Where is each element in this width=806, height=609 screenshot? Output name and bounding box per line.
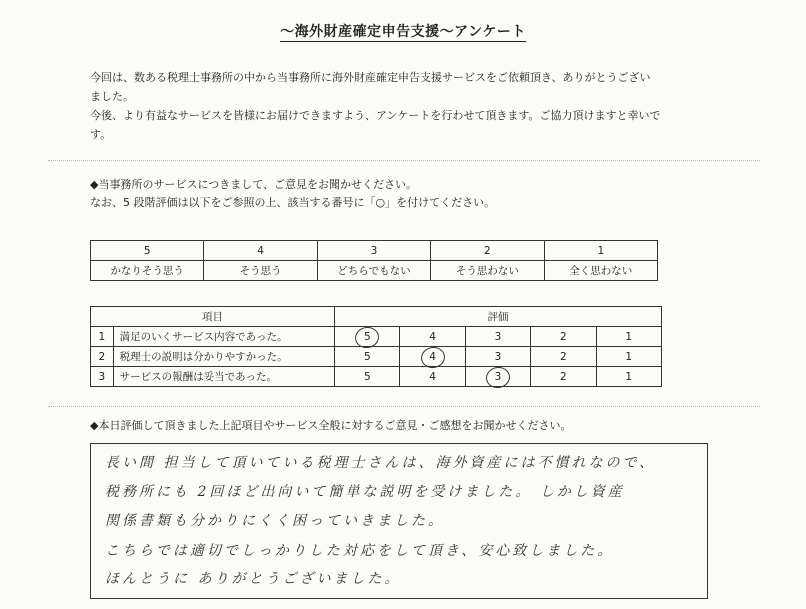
intro-line: す。: [90, 128, 112, 141]
score-cell[interactable]: 3: [465, 327, 530, 347]
row-number: 2: [91, 347, 114, 367]
scale-number: 5: [91, 241, 204, 261]
scale-number: 4: [204, 241, 317, 261]
divider: [48, 160, 760, 161]
scale-labels-row: [91, 261, 658, 281]
eval-header-item: 項目: [91, 307, 335, 327]
comment-box[interactable]: [90, 443, 708, 599]
scale-number: 1: [544, 241, 657, 261]
section1-heading: ◆当事務所のサービスにつきまして、ご意見をお聞かせください。 なお、5 段階評価は以下をご参照の上、該当する番号に「○」を付けてください。: [90, 178, 496, 209]
score-cell[interactable]: 5: [335, 367, 400, 387]
score-cell[interactable]: 4: [400, 367, 465, 387]
scale-number: 3: [317, 241, 430, 261]
intro-text: [90, 68, 740, 144]
score-cell[interactable]: 2: [531, 327, 596, 347]
table-row: [91, 327, 662, 347]
score-cell[interactable]: 5: [335, 347, 400, 367]
score-cell[interactable]: 1: [596, 367, 661, 387]
scale-number: 2: [431, 241, 544, 261]
eval-header-rating: 評価: [335, 307, 662, 327]
row-number: 1: [91, 327, 114, 347]
row-item: 満足のいくサービス内容であった。: [113, 327, 335, 347]
score-cell[interactable]: 1: [596, 347, 661, 367]
scale-label: そう思う: [204, 261, 317, 281]
survey-title: 〜海外財産確定申告支援〜アンケート: [280, 24, 526, 40]
evaluation-table: [90, 306, 662, 387]
divider: [48, 406, 760, 407]
rating-scale-table: [90, 240, 658, 281]
row-number: 3: [91, 367, 114, 387]
intro-line: 今後、より有益なサービスを皆様にお届けできますよう、アンケートを行わせて頂きます。ご協力頂けますと幸いで: [90, 109, 661, 122]
scale-label: そう思わない: [431, 261, 544, 281]
score-cell[interactable]: 5: [335, 327, 400, 347]
row-item: 税理士の説明は分かりやすかった。: [113, 347, 335, 367]
comment-line: 税務所にも 2回ほど出向いて簡単な説明を受けました。 しかし資産: [105, 484, 625, 500]
selection-circle: [484, 365, 511, 390]
comment-line: 関係書類も分かりにくく困っていきました。: [105, 513, 445, 529]
scale-label: どちらでもない: [317, 261, 430, 281]
score-cell[interactable]: 4: [400, 347, 465, 367]
comment-line: こちらでは適切でしっかりした対応をして頂き、安心致しました。: [105, 543, 615, 559]
comment-line: ほんとうに ありがとうございました。: [105, 571, 402, 587]
intro-line: 今回は、数ある税理士事務所の中から当事務所に海外財産確定申告支援サービスをご依頼頂き、ありがとうござい: [90, 71, 651, 84]
eval-header-row: [91, 307, 662, 327]
comment-line: 長い間 担当して頂いている税理士さんは、海外資産には不慣れなので、: [105, 455, 657, 471]
table-row: [91, 367, 662, 387]
score-cell[interactable]: 3: [465, 347, 530, 367]
table-row: [91, 347, 662, 367]
scale-numbers-row: [91, 241, 658, 261]
score-cell[interactable]: 1: [596, 327, 661, 347]
score-cell[interactable]: 2: [531, 367, 596, 387]
scale-label: かなりそう思う: [91, 261, 204, 281]
section2-heading: ◆本日評価して頂きました上記項目やサービス全般に対するご意見・ご感想をお聞かせください。: [90, 419, 572, 432]
scale-label: 全く思わない: [544, 261, 657, 281]
intro-line: ました。: [90, 90, 134, 103]
score-cell[interactable]: 3: [465, 367, 530, 387]
row-item: サービスの報酬は妥当であった。: [113, 367, 335, 387]
score-cell[interactable]: 4: [400, 327, 465, 347]
score-cell[interactable]: 2: [531, 347, 596, 367]
